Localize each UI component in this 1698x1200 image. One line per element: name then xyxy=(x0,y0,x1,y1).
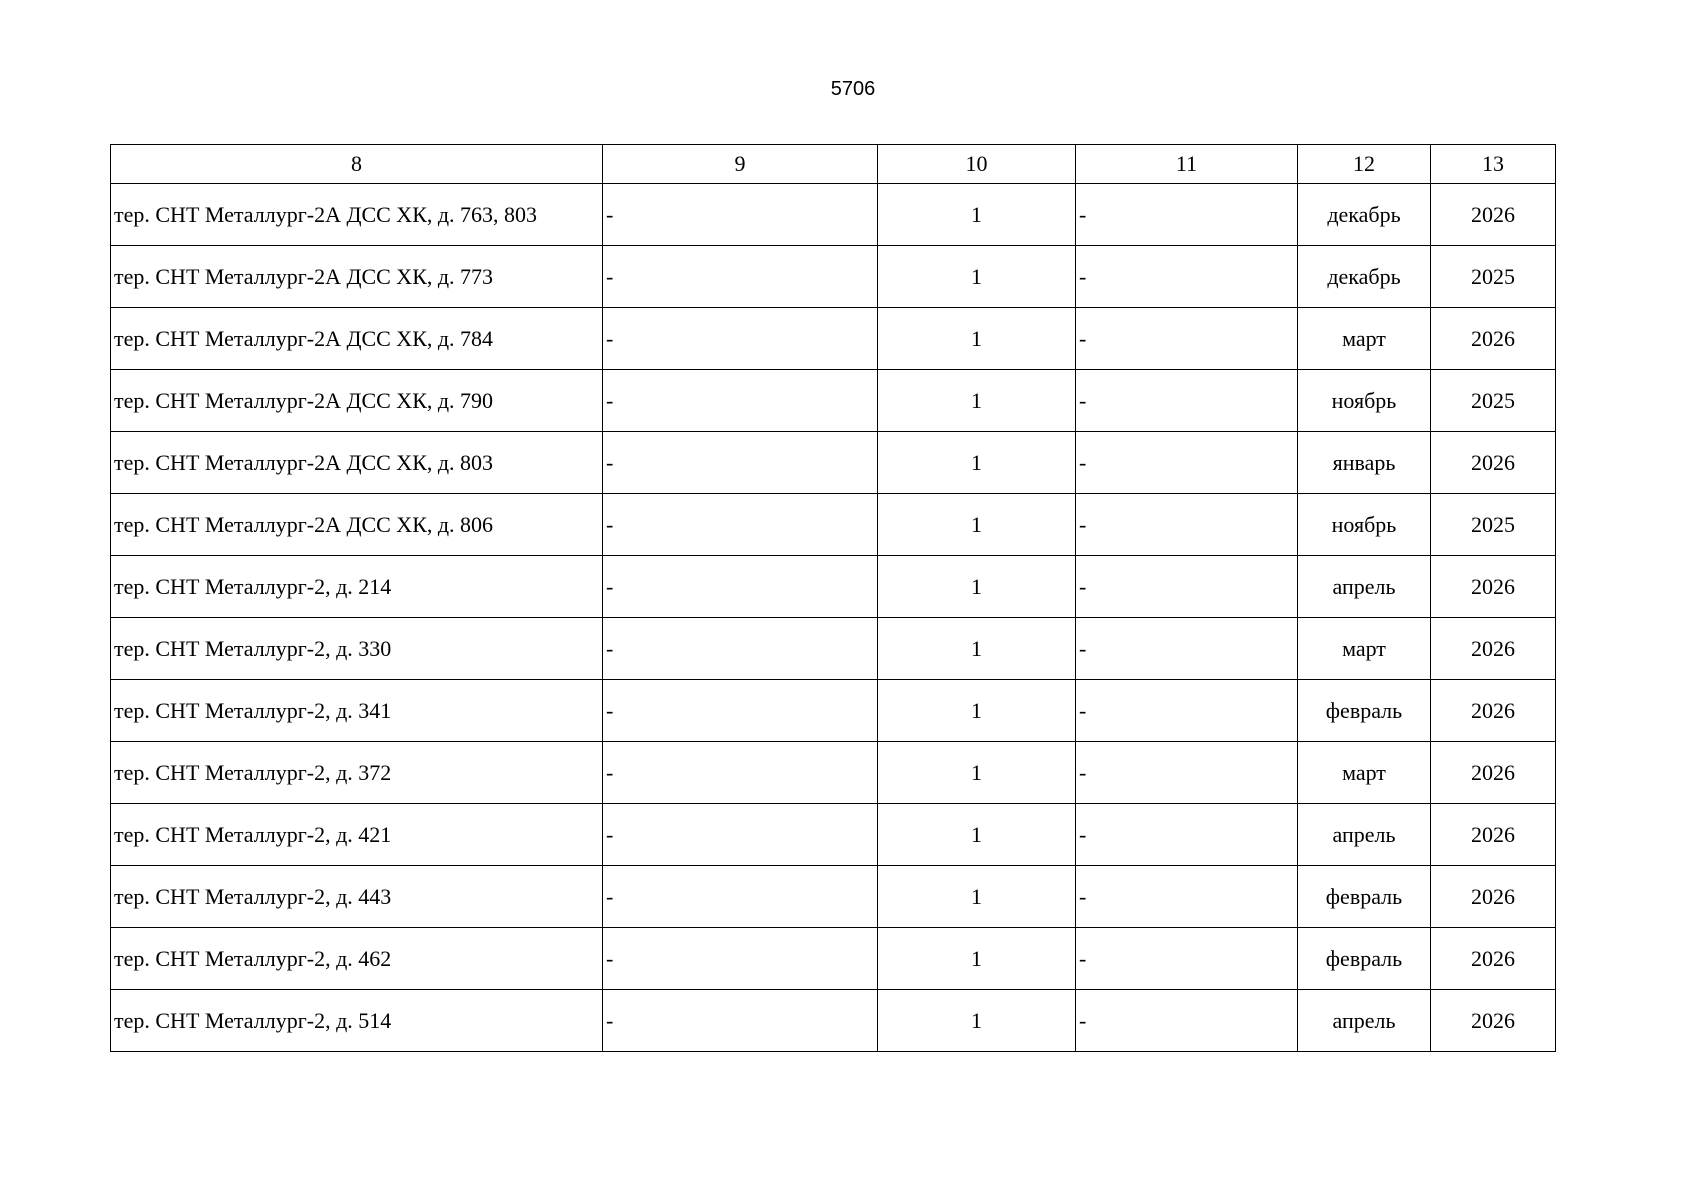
col9-cell: - xyxy=(603,246,878,308)
page-number: 5706 xyxy=(830,78,876,100)
table-row xyxy=(111,742,1556,804)
column-header-11: 11 xyxy=(1076,145,1298,184)
col10-cell: 1 xyxy=(878,432,1076,494)
address-cell: тер. СНТ Металлург-2, д. 514 xyxy=(111,990,603,1052)
header-row xyxy=(111,145,1556,184)
table-row xyxy=(111,184,1556,246)
col10-cell: 1 xyxy=(878,804,1076,866)
col9-cell: - xyxy=(603,184,878,246)
year-cell: 2026 xyxy=(1431,308,1556,370)
address-cell: тер. СНТ Металлург-2, д. 443 xyxy=(111,866,603,928)
col11-cell: - xyxy=(1076,370,1298,432)
table-row xyxy=(111,246,1556,308)
table-row xyxy=(111,928,1556,990)
month-cell: декабрь xyxy=(1298,184,1431,246)
col11-cell: - xyxy=(1076,928,1298,990)
month-cell: апрель xyxy=(1298,556,1431,618)
column-header-8: 8 xyxy=(111,145,603,184)
col10-cell: 1 xyxy=(878,308,1076,370)
address-cell: тер. СНТ Металлург-2А ДСС ХК, д. 773 xyxy=(111,246,603,308)
month-cell: декабрь xyxy=(1298,246,1431,308)
column-header-12: 12 xyxy=(1298,145,1431,184)
year-cell: 2026 xyxy=(1431,866,1556,928)
column-header-9: 9 xyxy=(603,145,878,184)
col9-cell: - xyxy=(603,308,878,370)
col9-cell: - xyxy=(603,990,878,1052)
month-cell: февраль xyxy=(1298,928,1431,990)
table-row xyxy=(111,308,1556,370)
col9-cell: - xyxy=(603,556,878,618)
year-cell: 2026 xyxy=(1431,432,1556,494)
col9-cell: - xyxy=(603,928,878,990)
address-cell: тер. СНТ Металлург-2, д. 330 xyxy=(111,618,603,680)
col10-cell: 1 xyxy=(878,680,1076,742)
col11-cell: - xyxy=(1076,804,1298,866)
col11-cell: - xyxy=(1076,432,1298,494)
col11-cell: - xyxy=(1076,184,1298,246)
address-cell: тер. СНТ Металлург-2А ДСС ХК, д. 763, 803 xyxy=(111,184,603,246)
col10-cell: 1 xyxy=(878,928,1076,990)
year-cell: 2025 xyxy=(1431,494,1556,556)
col9-cell: - xyxy=(603,370,878,432)
year-cell: 2025 xyxy=(1431,370,1556,432)
address-cell: тер. СНТ Металлург-2А ДСС ХК, д. 784 xyxy=(111,308,603,370)
col10-cell: 1 xyxy=(878,494,1076,556)
year-cell: 2026 xyxy=(1431,990,1556,1052)
address-cell: тер. СНТ Металлург-2А ДСС ХК, д. 790 xyxy=(111,370,603,432)
table-row xyxy=(111,494,1556,556)
col11-cell: - xyxy=(1076,494,1298,556)
table-row xyxy=(111,866,1556,928)
col10-cell: 1 xyxy=(878,866,1076,928)
year-cell: 2026 xyxy=(1431,742,1556,804)
col9-cell: - xyxy=(603,494,878,556)
year-cell: 2026 xyxy=(1431,556,1556,618)
month-cell: февраль xyxy=(1298,680,1431,742)
col11-cell: - xyxy=(1076,680,1298,742)
col11-cell: - xyxy=(1076,618,1298,680)
col11-cell: - xyxy=(1076,866,1298,928)
col11-cell: - xyxy=(1076,556,1298,618)
col9-cell: - xyxy=(603,742,878,804)
month-cell: ноябрь xyxy=(1298,370,1431,432)
year-cell: 2026 xyxy=(1431,680,1556,742)
address-cell: тер. СНТ Металлург-2, д. 341 xyxy=(111,680,603,742)
month-cell: март xyxy=(1298,308,1431,370)
col9-cell: - xyxy=(603,618,878,680)
col11-cell: - xyxy=(1076,990,1298,1052)
address-cell: тер. СНТ Металлург-2А ДСС ХК, д. 803 xyxy=(111,432,603,494)
col10-cell: 1 xyxy=(878,742,1076,804)
col10-cell: 1 xyxy=(878,990,1076,1052)
address-cell: тер. СНТ Металлург-2, д. 462 xyxy=(111,928,603,990)
table-row xyxy=(111,990,1556,1052)
table-row xyxy=(111,618,1556,680)
col10-cell: 1 xyxy=(878,556,1076,618)
col9-cell: - xyxy=(603,432,878,494)
address-cell: тер. СНТ Металлург-2, д. 421 xyxy=(111,804,603,866)
col10-cell: 1 xyxy=(878,246,1076,308)
month-cell: январь xyxy=(1298,432,1431,494)
table-row xyxy=(111,680,1556,742)
col9-cell: - xyxy=(603,804,878,866)
month-cell: ноябрь xyxy=(1298,494,1431,556)
address-cell: тер. СНТ Металлург-2, д. 214 xyxy=(111,556,603,618)
year-cell: 2026 xyxy=(1431,618,1556,680)
month-cell: март xyxy=(1298,618,1431,680)
col10-cell: 1 xyxy=(878,618,1076,680)
table-row xyxy=(111,432,1556,494)
col10-cell: 1 xyxy=(878,370,1076,432)
col9-cell: - xyxy=(603,866,878,928)
year-cell: 2026 xyxy=(1431,804,1556,866)
col11-cell: - xyxy=(1076,246,1298,308)
month-cell: апрель xyxy=(1298,990,1431,1052)
month-cell: февраль xyxy=(1298,866,1431,928)
table-row xyxy=(111,804,1556,866)
address-cell: тер. СНТ Металлург-2, д. 372 xyxy=(111,742,603,804)
table-body xyxy=(111,184,1556,1052)
year-cell: 2026 xyxy=(1431,928,1556,990)
schedule-table xyxy=(110,144,1556,1052)
col9-cell: - xyxy=(603,680,878,742)
year-cell: 2026 xyxy=(1431,184,1556,246)
month-cell: март xyxy=(1298,742,1431,804)
address-cell: тер. СНТ Металлург-2А ДСС ХК, д. 806 xyxy=(111,494,603,556)
table-row xyxy=(111,370,1556,432)
col11-cell: - xyxy=(1076,742,1298,804)
col10-cell: 1 xyxy=(878,184,1076,246)
column-header-13: 13 xyxy=(1431,145,1556,184)
col11-cell: - xyxy=(1076,308,1298,370)
year-cell: 2025 xyxy=(1431,246,1556,308)
table-row xyxy=(111,556,1556,618)
column-header-10: 10 xyxy=(878,145,1076,184)
month-cell: апрель xyxy=(1298,804,1431,866)
